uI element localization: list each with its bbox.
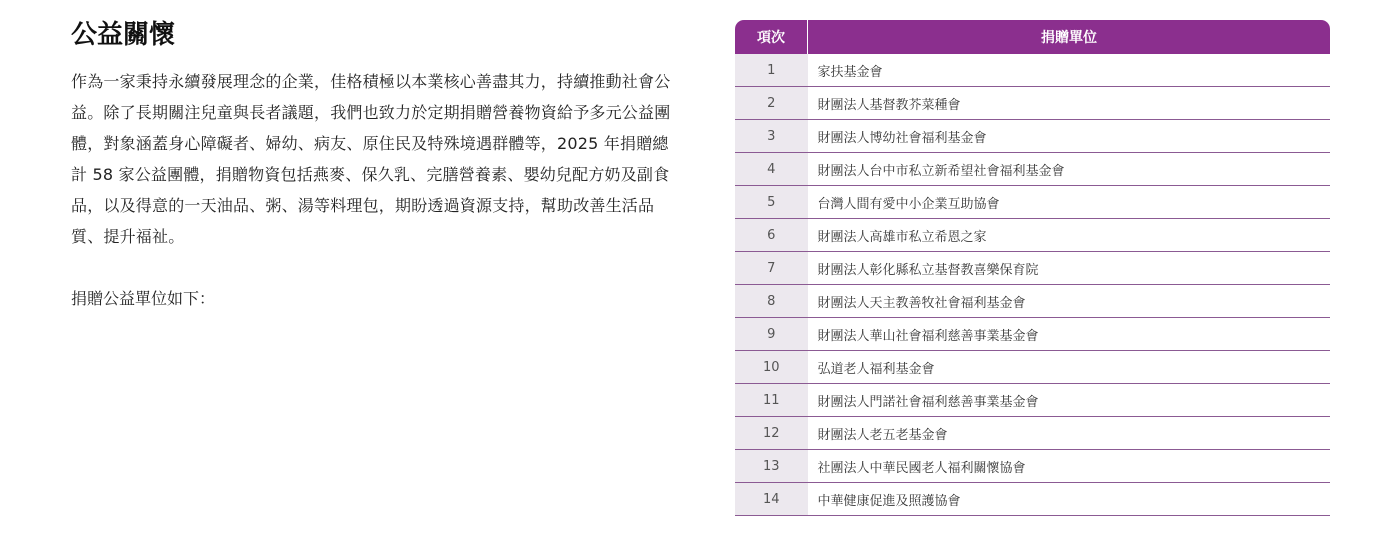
donation-table-container	[735, 20, 1330, 516]
row-donation-unit: 社團法人中華民國老人福利關懷協會	[808, 450, 1331, 483]
row-index: 6	[735, 219, 808, 252]
row-index: 3	[735, 120, 808, 153]
row-donation-unit: 家扶基金會	[808, 54, 1331, 87]
table-row	[735, 417, 1330, 450]
table-row	[735, 153, 1330, 186]
row-donation-unit: 弘道老人福利基金會	[808, 351, 1331, 384]
row-index: 11	[735, 384, 808, 417]
row-index: 10	[735, 351, 808, 384]
table-row	[735, 120, 1330, 153]
row-donation-unit: 財團法人華山社會福利慈善事業基金會	[808, 318, 1331, 351]
content-section	[71, 14, 671, 312]
row-index: 14	[735, 483, 808, 516]
row-donation-unit: 財團法人基督教芥菜種會	[808, 87, 1331, 120]
row-donation-unit: 財團法人博幼社會福利基金會	[808, 120, 1331, 153]
row-donation-unit: 財團法人天主教善牧社會福利基金會	[808, 285, 1331, 318]
section-title: 公益關懷	[71, 20, 176, 50]
table-row	[735, 285, 1330, 318]
table-row	[735, 87, 1330, 120]
list-intro: 捐贈公益單位如下：	[71, 289, 216, 308]
table-row	[735, 483, 1330, 516]
row-donation-unit: 台灣人間有愛中小企業互助協會	[808, 186, 1331, 219]
row-index: 7	[735, 252, 808, 285]
row-index: 1	[735, 54, 808, 87]
row-index: 8	[735, 285, 808, 318]
row-donation-unit: 財團法人彰化縣私立基督教喜樂保育院	[808, 252, 1331, 285]
row-index: 12	[735, 417, 808, 450]
table-row	[735, 318, 1330, 351]
table-row	[735, 219, 1330, 252]
row-donation-unit: 中華健康促進及照護協會	[808, 483, 1331, 516]
header-index: 項次	[735, 20, 808, 54]
row-index: 5	[735, 186, 808, 219]
row-donation-unit: 財團法人台中市私立新希望社會福利基金會	[808, 153, 1331, 186]
row-donation-unit: 財團法人門諾社會福利慈善事業基金會	[808, 384, 1331, 417]
table-body	[735, 54, 1330, 516]
table-row	[735, 252, 1330, 285]
table-row	[735, 384, 1330, 417]
row-index: 2	[735, 87, 808, 120]
row-index: 13	[735, 450, 808, 483]
table-row	[735, 351, 1330, 384]
donation-table	[735, 20, 1330, 516]
table-header-row	[735, 20, 1330, 54]
row-index: 4	[735, 153, 808, 186]
table-row	[735, 186, 1330, 219]
intro-paragraph: 作為一家秉持永續發展理念的企業，佳格積極以本業核心善盡其力，持續推動社會公益。除了長期關注兒童與長者議題，我們也致力於定期捐贈營養物資給予多元公益團體，對象涵蓋身心障礙者、婦幼、病友、原住民及特殊境遇群體等，2025 年捐贈總計 58 家公益團體，捐贈物資包括燕麥、保久乳、完膳營養素、嬰幼兒配方奶及副食品，以及得意的一天油品、粥、湯等料理包，期盼透過資源支持，幫助改善生活品質、提升福祉。	[71, 72, 671, 246]
table-row	[735, 54, 1330, 87]
header-donation-unit: 捐贈單位	[808, 20, 1331, 54]
table-row	[735, 450, 1330, 483]
row-index: 9	[735, 318, 808, 351]
row-donation-unit: 財團法人老五老基金會	[808, 417, 1331, 450]
row-donation-unit: 財團法人高雄市私立希恩之家	[808, 219, 1331, 252]
